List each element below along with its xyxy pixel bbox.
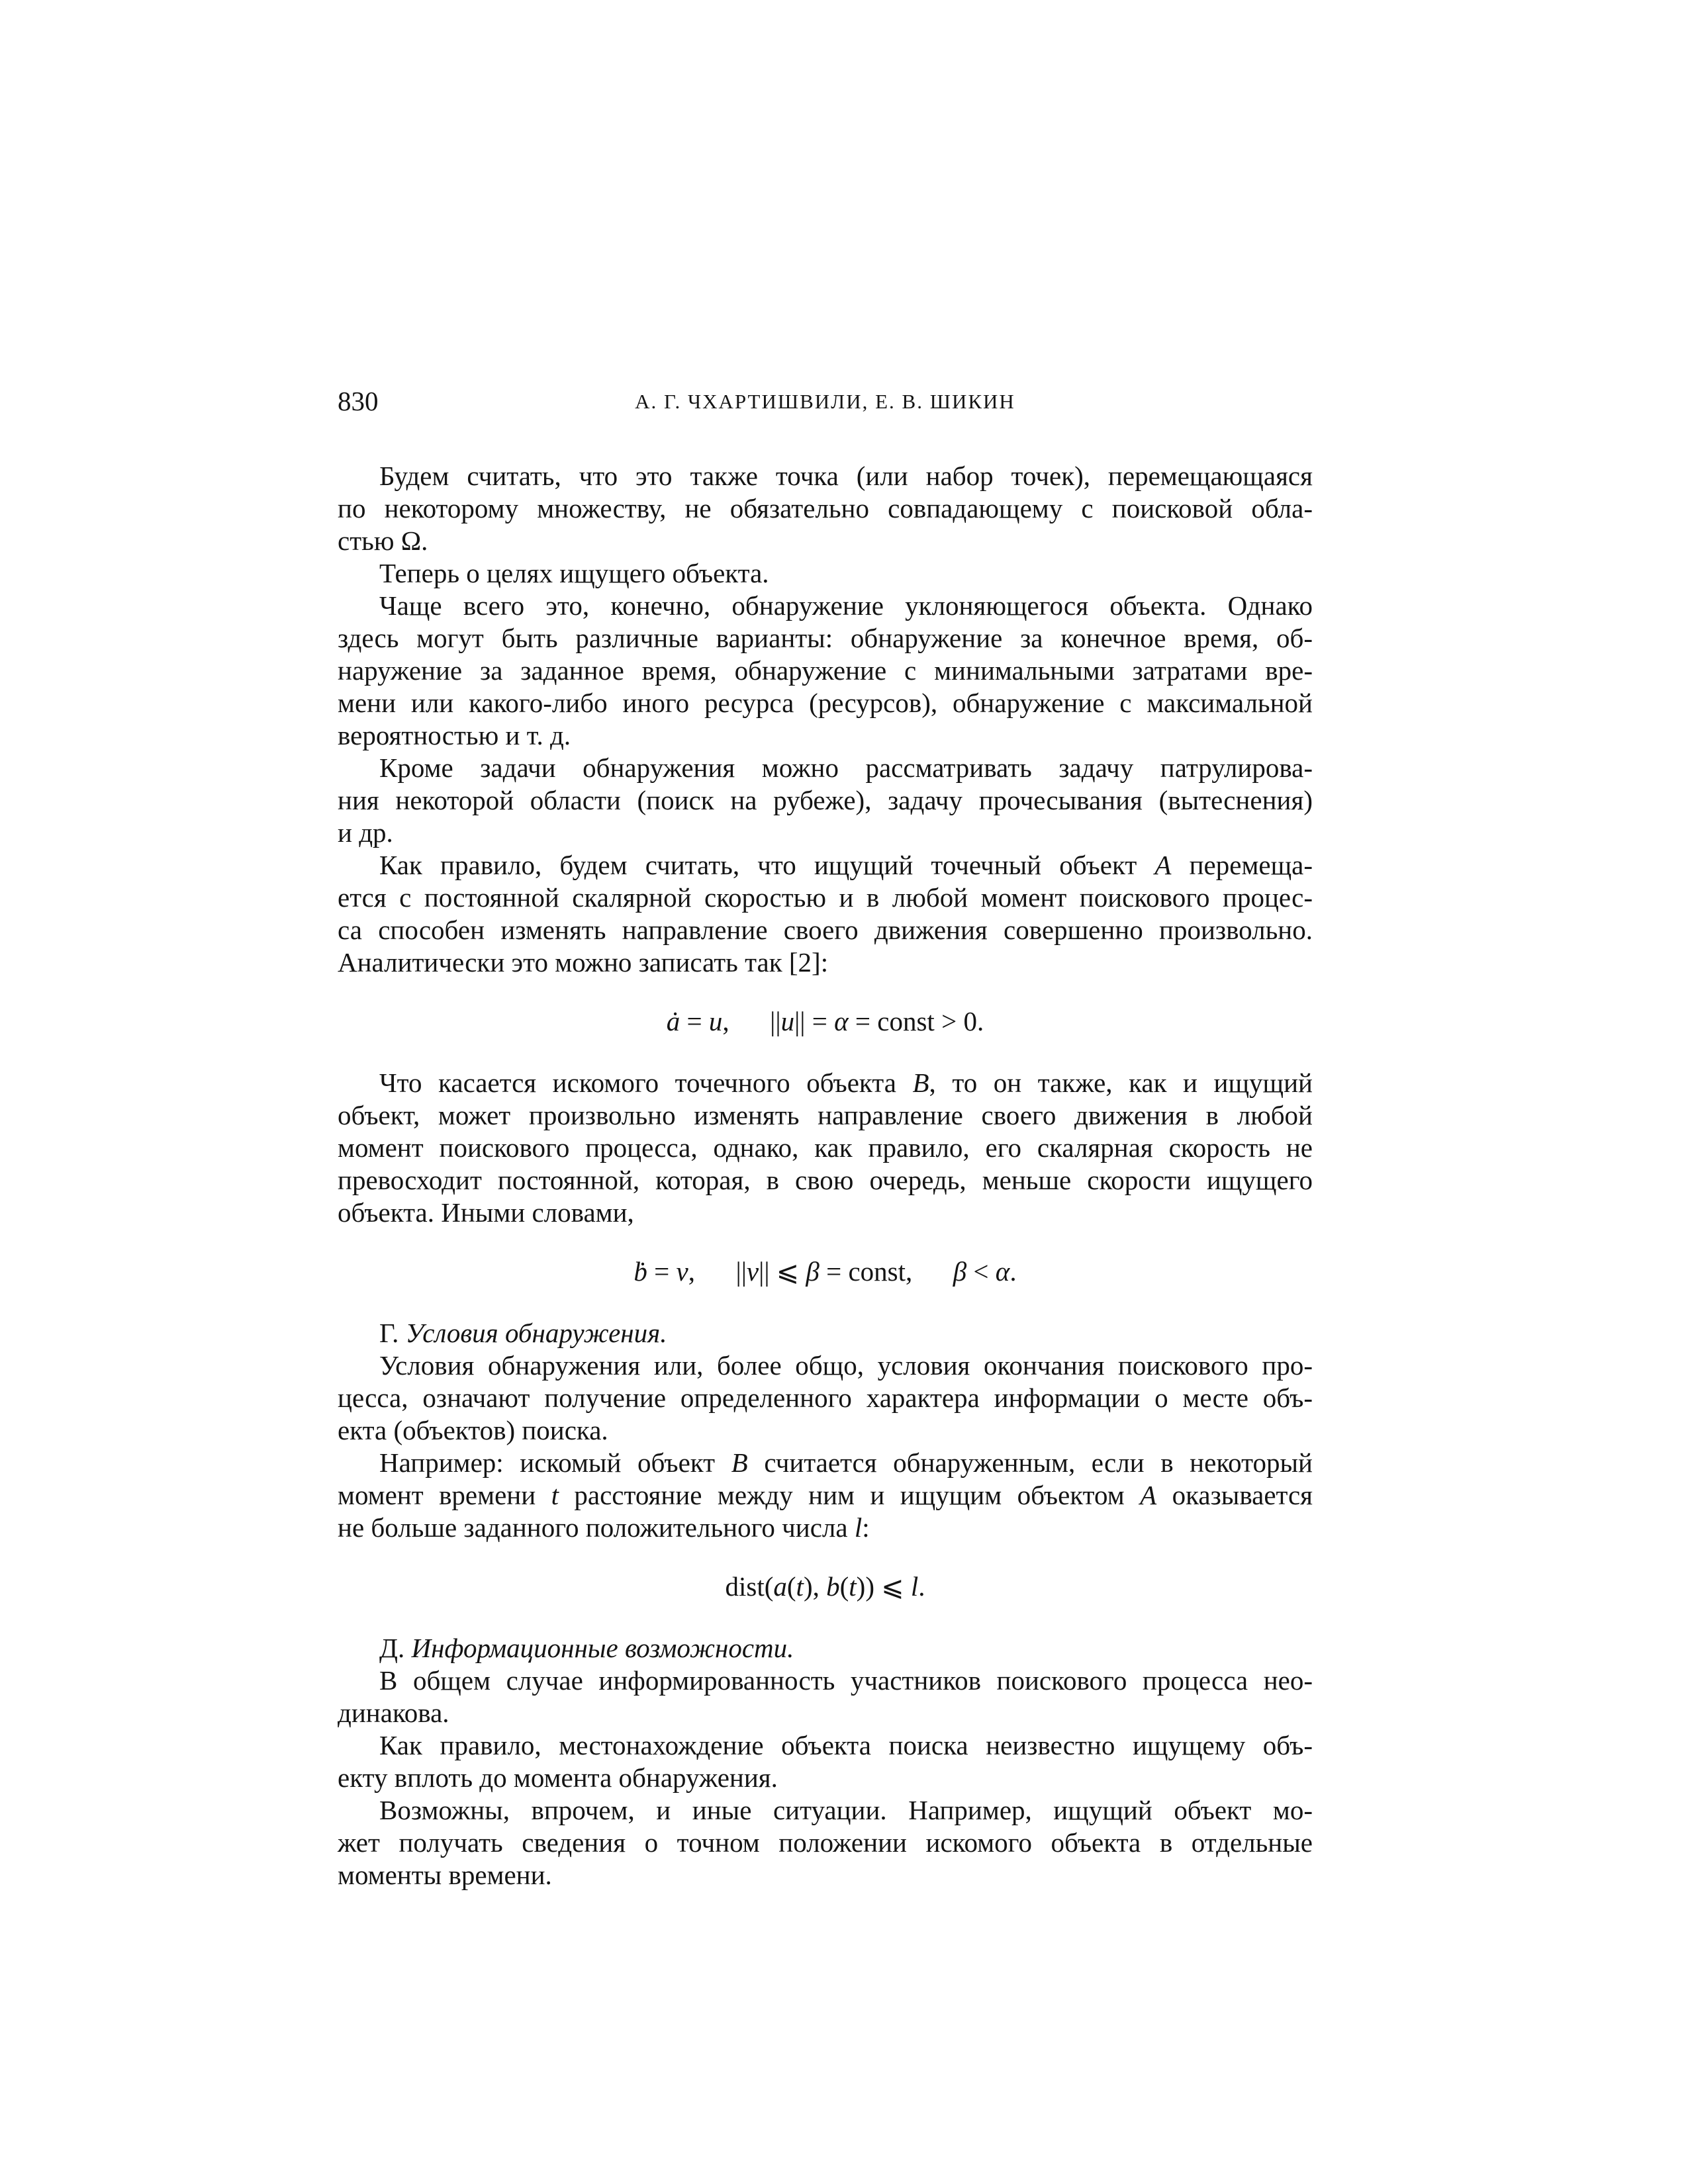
paragraph (338, 1067, 1313, 1229)
text-run: Как правило, местонахождение объекта поиска неизвестно ищущему объ- (379, 1730, 1313, 1760)
text-line (338, 1099, 1313, 1132)
text-line (338, 1794, 1313, 1827)
math-text: )) ⩽ (856, 1571, 911, 1602)
math-symbol: v (676, 1256, 688, 1287)
math-symbol: t (796, 1571, 804, 1602)
text-line (338, 752, 1313, 784)
text-run: са способен изменять направление своего движения совершенно произвольно. (338, 915, 1313, 945)
text-line (338, 1512, 1313, 1544)
text-run: : (862, 1512, 870, 1543)
paragraph (338, 1447, 1313, 1544)
math-text: , || (722, 1006, 781, 1036)
math-text: = (680, 1006, 709, 1036)
text-run: объекта. Иными словами, (338, 1197, 634, 1228)
math-text: = const, (819, 1256, 953, 1287)
text-run: наружение за заданное время, обнаружение с минимальными затратами вре- (338, 655, 1313, 686)
text-run: динакова. (338, 1698, 449, 1728)
text-line (338, 557, 1313, 590)
math-symbol: B (731, 1447, 748, 1478)
text-run: Возможны, впрочем, и иные ситуации. Например, ищущий объект мо- (379, 1795, 1313, 1825)
text-line (338, 1414, 1313, 1447)
text-run: екта (объектов) поиска. (338, 1415, 608, 1445)
italic-text: Информационные возможности. (411, 1633, 794, 1663)
text-run: перемеща- (1171, 850, 1313, 880)
math-symbol: l (854, 1512, 863, 1543)
text-run: Теперь о целях ищущего объекта. (379, 558, 769, 588)
text-run: по некоторому множеству, не обязательно совпадающему с поисковой обла- (338, 493, 1313, 523)
running-head-authors: А. Г. ЧХАРТИШВИЛИ, Е. В. ШИКИН (635, 390, 1015, 413)
text-line (338, 525, 1313, 557)
math-symbol: t (551, 1480, 559, 1510)
math-symbol: ḃ (633, 1256, 647, 1287)
text-run: Как правило, будем считать, что ищущий точечный объект (379, 850, 1155, 880)
text-run: ния некоторой области (поиск на рубеже), задачу прочесывания (вытеснения) (338, 785, 1313, 815)
paragraph (338, 752, 1313, 849)
text-run: ется с постоянной скалярной скоростью и в любой момент поискового процес- (338, 882, 1313, 913)
text-run: момент времени (338, 1480, 551, 1510)
math-text: ( (786, 1571, 796, 1602)
text-run: , то он также, как и ищущий (929, 1068, 1313, 1098)
math-text: ( (839, 1571, 849, 1602)
math-symbol: u (780, 1006, 795, 1036)
text-run: здесь могут быть различные варианты: обнаружение за конечное время, об- (338, 623, 1313, 653)
math-symbol: t (849, 1571, 857, 1602)
text-line (338, 946, 1313, 979)
paragraph (338, 590, 1313, 752)
text-line (338, 1729, 1313, 1762)
paragraph (338, 460, 1313, 557)
text-line (338, 1132, 1313, 1164)
text-run: Аналитически это можно записать так [2]: (338, 947, 829, 978)
text-line (338, 1827, 1313, 1859)
text-run: стью Ω. (338, 525, 428, 556)
paragraph (338, 849, 1313, 979)
text-line (338, 655, 1313, 687)
text-run: Д. (379, 1633, 412, 1663)
text-run: Условия обнаружения или, более общо, условия окончания поискового про- (379, 1350, 1313, 1381)
math-symbol: l (910, 1571, 919, 1602)
text-run: Чаще всего это, конечно, обнаружение уклоняющегося объекта. Однако (379, 590, 1313, 621)
text-line (338, 1697, 1313, 1729)
text-line (338, 1349, 1313, 1382)
math-text: . (1009, 1256, 1017, 1287)
text-run: и др. (338, 817, 393, 848)
text-run: моменты времени. (338, 1860, 552, 1890)
text-line (338, 1479, 1313, 1512)
math-symbol: b (826, 1571, 840, 1602)
math-symbol: β (806, 1256, 820, 1287)
math-symbol: β (953, 1256, 967, 1287)
display-formula (338, 1005, 1313, 1038)
paragraph (338, 1729, 1313, 1794)
text-run: екту вплоть до момента обнаружения. (338, 1762, 778, 1793)
text-run: считается обнаруженным, если в некоторый (747, 1447, 1313, 1478)
text-line (338, 1447, 1313, 1479)
section-heading (338, 1632, 1313, 1664)
text-line (338, 882, 1313, 914)
math-symbol: B (912, 1068, 929, 1098)
text-line (338, 817, 1313, 849)
text-line (338, 849, 1313, 882)
text-line (338, 460, 1313, 492)
text-line (338, 492, 1313, 525)
text-line (338, 1197, 1313, 1229)
paragraph (338, 1794, 1313, 1891)
text-run: превосходит постоянной, которая, в свою очередь, меньше скорости ищущего (338, 1165, 1313, 1195)
text-run: Что касается искомого точечного объекта (379, 1068, 913, 1098)
text-run: не больше заданного положительного числа (338, 1512, 855, 1543)
math-symbol: ȧ (666, 1006, 680, 1036)
math-symbol: A (1140, 1480, 1157, 1510)
text-line (338, 1762, 1313, 1794)
text-run: Кроме задачи обнаружения можно рассматривать задачу патрулирова- (379, 752, 1313, 783)
math-symbol: v (746, 1256, 759, 1287)
text-run: В общем случае информированность участников поискового процесса нео- (379, 1665, 1313, 1696)
text-run: объект, может произвольно изменять направление своего движения в любой (338, 1100, 1313, 1130)
text-run: Г. (379, 1318, 406, 1348)
page-number: 830 (338, 386, 379, 416)
text-line (338, 622, 1313, 655)
math-text: dist( (725, 1571, 774, 1602)
math-text: || ⩽ (759, 1256, 806, 1287)
paragraph (338, 1664, 1313, 1729)
text-line (338, 1859, 1313, 1891)
text-run: жет получать сведения о точном положении искомого объекта в отдельные (338, 1827, 1313, 1858)
running-header (338, 385, 1313, 418)
math-text: ), (803, 1571, 827, 1602)
math-text: = (647, 1256, 677, 1287)
math-symbol: α (995, 1256, 1010, 1287)
math-symbol: u (708, 1006, 723, 1036)
italic-text: Условия обнаружения. (405, 1318, 667, 1348)
text-run: момент поискового процесса, однако, как правило, его скалярная скорость не (338, 1132, 1313, 1163)
text-run: вероятностью и т. д. (338, 720, 571, 751)
text-line (338, 1632, 1313, 1664)
text-line (338, 1164, 1313, 1197)
text-line (338, 1382, 1313, 1414)
text-line (338, 1317, 1313, 1349)
text-line (338, 914, 1313, 946)
text-run: Будем считать, что это также точка (или набор точек), перемещающаяся (379, 461, 1313, 491)
math-symbol: α (834, 1006, 849, 1036)
text-run: оказывается (1156, 1480, 1313, 1510)
math-symbol: A (1154, 850, 1172, 880)
page-body (338, 460, 1313, 1891)
paragraph (338, 557, 1313, 590)
math-text: = const > 0. (848, 1006, 984, 1036)
math-text: || = (794, 1006, 835, 1036)
text-line (338, 590, 1313, 622)
display-formula (338, 1570, 1313, 1603)
section-heading (338, 1317, 1313, 1349)
math-text: < (966, 1256, 996, 1287)
math-text: . (918, 1571, 925, 1602)
text-run: Например: искомый объект (379, 1447, 731, 1478)
text-line (338, 784, 1313, 817)
text-run: расстояние между ним и ищущим объектом (558, 1480, 1141, 1510)
math-text: , || (688, 1256, 747, 1287)
text-line (338, 719, 1313, 752)
math-symbol: a (773, 1571, 787, 1602)
paragraph (338, 1349, 1313, 1447)
text-line (338, 687, 1313, 719)
text-run: цесса, означают получение определенного характера информации о месте объ- (338, 1383, 1313, 1413)
text-line (338, 1664, 1313, 1697)
text-run: мени или какого-либо иного ресурса (ресурсов), обнаружение с максимальной (338, 688, 1313, 718)
display-formula (338, 1255, 1313, 1288)
text-line (338, 1067, 1313, 1099)
